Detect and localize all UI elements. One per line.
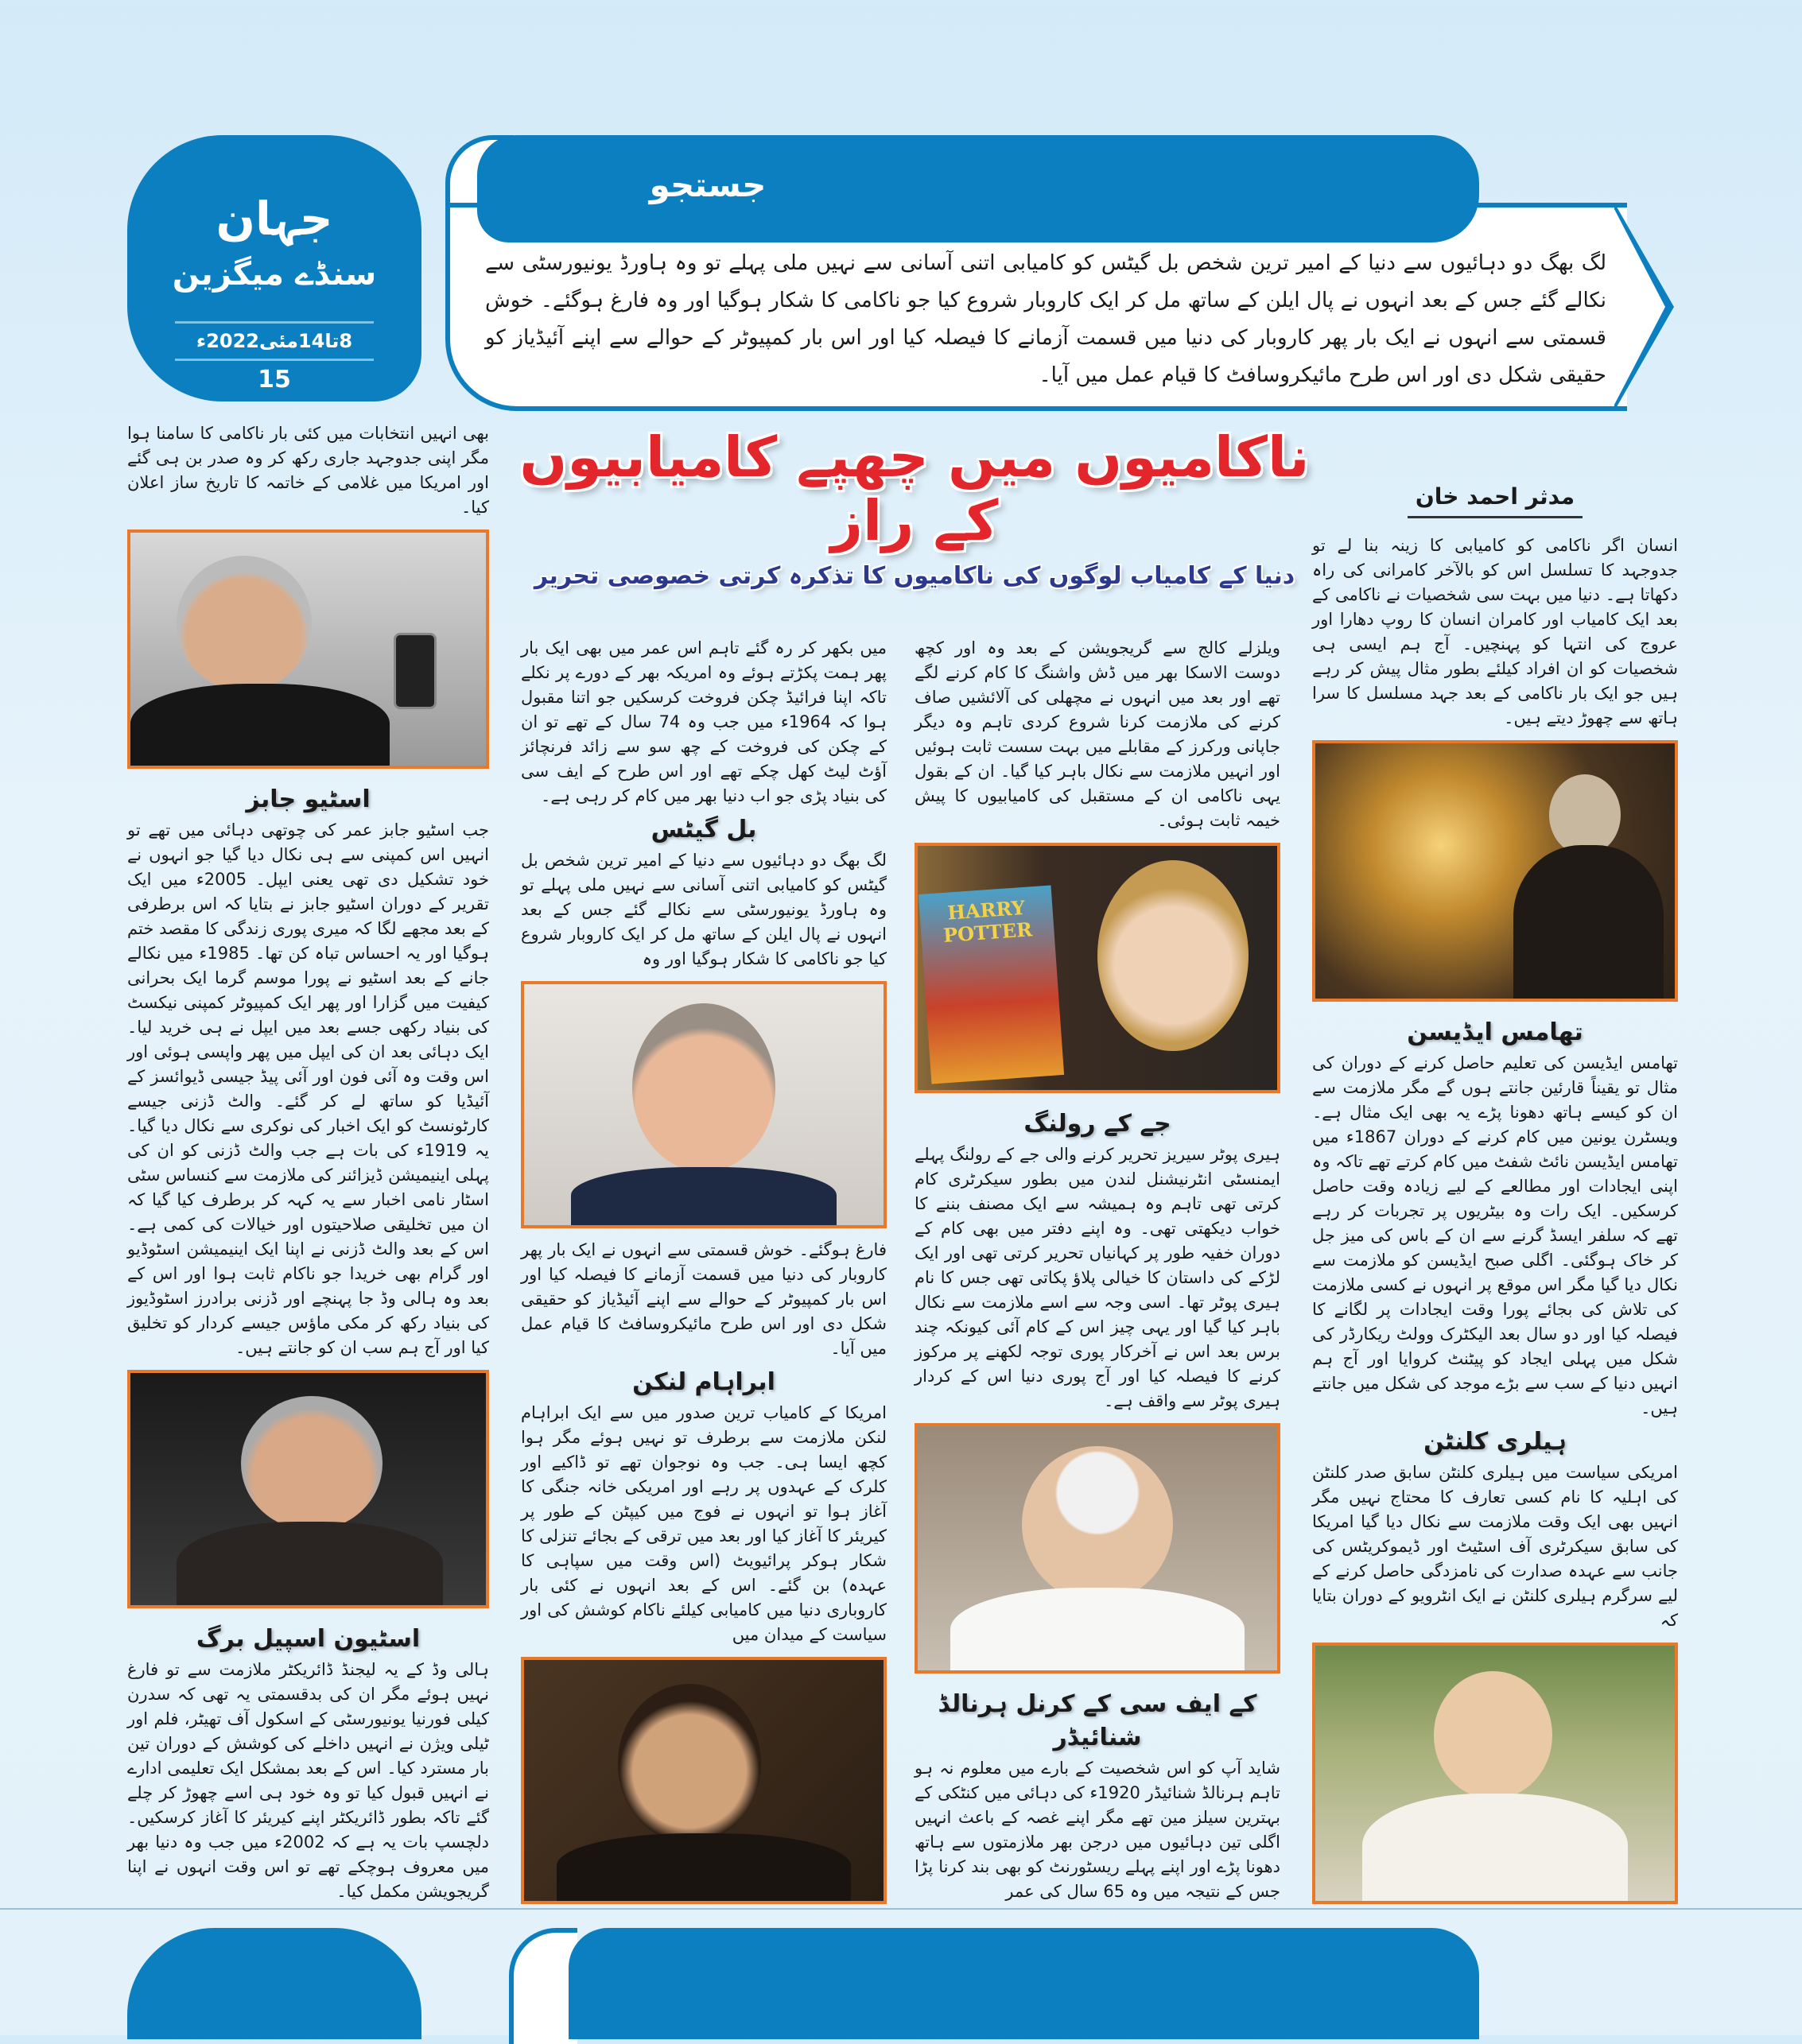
column-2 <box>915 636 1280 1904</box>
column-4 <box>127 421 489 1904</box>
text-gates: لگ بھگ دو دہائیوں سے دنیا کے امیر ترین شخص بل گیٹس کو کامیابی اتنی آسانی سے نہیں ملی پہلے تو وہ ہاورڈ یونیورسٹی سے نکالے گئے جس کے بعد انہوں نے پال ایلن کے ساتھ مل کر ایک کاروبار شروع کیا جو ناکامی کا شکار ہوگیا اور وہ <box>521 851 887 968</box>
heading-jobs: اسٹیو جابز <box>246 785 371 813</box>
column-1 <box>1312 481 1678 1904</box>
heading-kfc: کے ایف سی کے کرنل ہرنالڈ شنائیڈر <box>938 1690 1257 1751</box>
article-title: ناکامیوں میں چھپے کامیابیوں کے راز <box>519 425 1310 553</box>
text-lincoln-continued: بھی انہیں انتخابات میں کئی بار ناکامی کا سامنا ہوا مگر اپنی جدوجہد جاری رکھ کر وہ صدر بن ہی گئے اور امریکا میں غلامی کے خاتمہ کا تاریخ ساز اعلان کیا۔ <box>127 424 489 517</box>
banner-arrow-inner <box>1614 209 1665 405</box>
heading-spielberg: اسٹیون اسپیل برگ <box>196 1625 421 1653</box>
book-cover <box>918 886 1065 1085</box>
author-name: مدثر احمد خان <box>1408 483 1583 518</box>
photo-hillary-clinton <box>1312 1643 1678 1904</box>
photo-abraham-lincoln <box>521 1657 887 1904</box>
footer-rule <box>0 1908 1802 1910</box>
book-title: HARRY POTTER <box>942 896 1033 948</box>
page-number: 15 <box>258 366 291 394</box>
text-rowling-intro: ویلزلے کالج سے گریجویشن کے بعد وہ اور کچھ دوست الاسکا بھر میں ڈش واشنگ کا کام کرنے لگے تھے اور بعد میں انہوں نے مچھلی کی آلائشیں صاف کرنے کی ملازمت کرنا شروع کردی تاہم وہ دیگر جاپانی ورکرز کے مقابلے میں بہت سست ثابت ہوئیں اور انہیں ملازمت سے نکال باہر کیا گیا۔ ان کے بقول یہی ناکامی ان کے مستقبل کی کامیابیوں کا پیش خیمہ ثابت ہوئی۔ <box>915 638 1280 830</box>
photo-bill-gates <box>521 981 887 1228</box>
text-edison: تھامس ایڈیسن کی تعلیم حاصل کرنے کے دوران کی مثال تو یقیناً قارئین جانتے ہوں گے مگر ملازمت سے ان کو کیسے ہاتھ دھونا پڑے یہ بھی ایک مثال ہے۔ ویسٹرن یونین میں کام کرنے کے دوران 1867ء میں تھامس ایڈیسن نائٹ شفٹ میں کام کرتے تھے تاکہ وہ اپنی ایجادات اور مطالعے کے لیے زیادہ وقت حاصل کرسکیں۔ ایک رات وہ بیٹریوں پر تجربات کر رہے تھے کہ سلفر ایسڈ گرنے سے ان کے باس کی میز جل کر خاک ہوگئی۔ اگلی صبح ایڈیسن کو ملازمت سے نکال دیا گیا مگر اس موقع پر انہوں نے کسی ملازمت کی تلاش کی بجائے پورا وقت ایجادات پر لگانے کا فیصلہ کیا اور دو سال بعد الیکٹرک وولٹ ریکارڈر کی شکل میں پہلی ایجاد کو پیٹنٹ کروایا اور آج ہم انہیں دنیا کے سب سے بڑے موجد کی شکل میں جانتے ہیں۔ <box>1312 1053 1678 1418</box>
banner-text: لگ بھگ دو دہائیوں سے دنیا کے امیر ترین شخص بل گیٹس کو کامیابی اتنی آسانی سے نہیں ملی پہلے تو وہ ہاورڈ یونیورسٹی سے نکالے گئے جس کے بعد انہوں نے پال ایلن کے ساتھ مل کر ایک کاروبار شروع کیا جو ناکامی کا شکار ہوگیا اور وہ فارغ ہوگئے۔ خوش قسمتی سے انہوں نے ایک بار پھر کاروبار کی دنیا میں قسمت آزمانے کا فیصلہ کیا اور اس بار کمپیوٹر کے حوالے سے اپنے آئیڈیاز کو حقیقی شکل دی اور اس طرح مائیکروسافٹ کا قیام عمل میں آیا۔ <box>485 251 1606 387</box>
iphone-image <box>394 633 437 709</box>
photo-jk-rowling <box>915 843 1280 1093</box>
photo-colonel-sanders <box>915 1423 1280 1674</box>
text-rowling: ہیری پوٹر سیریز تحریر کرنے والی جے کے رولنگ پہلے ایمنسٹی انٹرنیشنل لندن میں بطور سیکرٹری کام کرتی تھی تاہم وہ ہمیشہ سے ایک مصنف بننے کا خواب دیکھتی تھی۔ وہ اپنے دفتر میں بھی کام کے دوران خفیہ طور پر کہانیاں تحریر کرتی تھی اور ایک لڑکے کی داستان کا خیالی پلاؤ پکاتی تھی جس کا نام ہیری پوٹر تھا۔ اسی وجہ سے اسے ملازمت سے نکال باہر کیا گیا اور یہی چیز اس کے کام آئی کیونکہ چند برس بعد اس نے آخرکار پوری توجہ لکھنے پر مرکوز کرنے کا فیصلہ کیا اور آج پوری دنیا اس کے کردار ہیری پوٹر سے واقف ہے۔ <box>915 1145 1280 1410</box>
heading-edison: تھامس ایڈیسن <box>1407 1018 1583 1046</box>
heading-gates: بل گیٹس <box>651 816 757 844</box>
intro-text: انسان اگر ناکامی کو کامیابی کا زینہ بنا لے تو جدوجہد کا تسلسل اس کو بالآخر کامرانی کی راہ دکھاتا ہے۔ دنیا میں بہت سی شخصیات نے ناکامی کے بعد ایک کامیاب اور کامران انسان کا روپ دھارا اور عروج کی انتہا کو پہنچیں۔ آج ہم ایسی ہی شخصیات کو ان افراد کیلئے بطور مثال پیش کر رہے ہیں جو ایک بار ناکامی کے بعد جہد مسلسل کا سرا ہاتھ سے چھوڑ دیتے ہیں۔ <box>1312 536 1678 727</box>
footer-badge <box>127 1928 421 2039</box>
text-gates-continued: فارغ ہوگئے۔ خوش قسمتی سے انہوں نے ایک بار پھر کاروبار کی دنیا میں قسمت آزمانے کا فیصلہ کیا اور اس بار کمپیوٹر کے حوالے سے اپنے آئیڈیاز کو حقیقی شکل دی اور اس طرح مائیکروسافٹ کا قیام عمل میں آیا۔ <box>521 1240 887 1358</box>
heading-lincoln: ابراہام لنکن <box>632 1368 775 1396</box>
article-subtitle: دنیا کے کامیاب لوگوں کی ناکامیوں کا تذکرہ کرتی خصوصی تحریر <box>534 562 1295 590</box>
footer-decoration <box>509 1928 577 2044</box>
heading-hillary: ہیلری کلنٹن <box>1423 1428 1567 1456</box>
column-3 <box>521 636 887 1904</box>
divider <box>175 359 374 361</box>
photo-thomas-edison <box>1312 740 1678 1002</box>
magazine-logo: جہان <box>216 192 333 246</box>
issue-date: 8تا14مئی2022ء <box>196 330 353 352</box>
author-byline <box>1312 481 1678 513</box>
text-lincoln: امریکا کے کامیاب ترین صدور میں سے ایک ابراہام لنکن ملازمت سے برطرف تو نہیں ہوئے مگر ہوا کچھ ایسا ہی۔ جب وہ نوجوان تھے تو ڈاکیے اور کلرک کے عہدوں پر رہے اور امریکی خانہ جنگی کا آغاز ہوا تو انہوں نے فوج میں کیپٹن کے طور پر کیریئر کا آغاز کیا اور بعد میں ترقی کے بجائے تنزلی کا شکار ہوکر پرائیویٹ (اس وقت میں سپاہی کا عہدہ) بن گئے۔ اس کے بعد انہوں نے کئی بار کاروباری دنیا میں کامیابی کیلئے ناکام کوشش کی اور سیاست کے میدان میں <box>521 1403 887 1644</box>
magazine-logo-subtitle: سنڈے میگزین <box>172 256 377 293</box>
footer-tab <box>569 1928 1479 2039</box>
masthead-badge <box>127 135 421 401</box>
photo-steven-spielberg <box>127 1370 489 1609</box>
divider <box>175 321 374 324</box>
text-hillary: امریکی سیاست میں ہیلری کلنٹن سابق صدر کلنٹن کی اہلیہ کا نام کسی تعارف کا محتاج نہیں مگر انہیں بھی ایک وقت ملازمت سے نکال دیا گیا امریکا کی سابق سیکرٹری آف اسٹیٹ اور ڈیموکریٹس کی جانب سے عہدہ صدارت کی نامزدگی حاصل کرنے کے لیے سرگرم ہیلری کلنٹن نے ایک انٹرویو کے دوران بتایا کہ <box>1312 1463 1678 1630</box>
text-kfc-continued: میں بکھر کر رہ گئے تاہم اس عمر میں بھی ایک بار پھر ہمت پکڑتے ہوئے وہ امریکہ بھر کے دورے پر نکلے تاکہ اپنا فرائیڈ چکن فروخت کرسکیں جو اتنا مقبول ہوا کہ 1964ء میں جب وہ 74 سال کے تھے تو ان کے چکن کی فروخت کے چھ سو سے زائد فرنچائز آؤٹ لیٹ کھل چکے تھے اور اس طرح کے ایف سی کی بنیاد پڑی جو اب دنیا بھر میں کام کر رہی ہے۔ <box>521 638 887 805</box>
text-jobs: جب اسٹیو جابز عمر کی چوتھی دہائی میں تھے تو انہیں اس کمپنی سے ہی نکال دیا گیا جو انہوں نے خود تشکیل دی تھی یعنی ایپل۔ 2005ء میں ایک تقریر کے دوران اسٹیو جابز نے بتایا کہ اس برطرفی کے بعد مجھے لگا کہ میری پوری زندگی کا مقصد ختم ہوگیا اور یہ احساس تباہ کن تھا۔ 1985ء میں نکالے جانے کے بعد اسٹیو نے پورا موسم گرما ایک بحرانی کیفیت میں گزارا اور پھر ایک کمپیوٹر کمپنی نیکسٹ کی بنیاد رکھی جسے بعد میں ایپل نے ہی خرید لیا۔ ایک دہائی بعد ان کی ایپل میں پھر واپسی ہوئی اور اس وقت وہ آئی فون اور آئی پیڈ جیسی ڈیوائسز کے آئیڈیا کو ساتھ لے کر گئے۔ والٹ ڈزنی جیسے کارٹونسٹ کو ایک اخبار کی نوکری سے نکال دیا گیا۔ یہ 1919ء کی بات ہے جب والٹ ڈزنی کو ان کی پہلی اینیمیشن ڈیزائنر کی ملازمت سے کنساس سٹی اسٹار نامی اخبار سے یہ کہہ کر برطرف کیا گیا کہ ان میں تخلیقی صلاحیتوں اور خیالات کی کمی ہے۔ اس کے بعد والٹ ڈزنی نے اپنا ایک اینیمیشن اسٹوڈیو اور گرام بھی خریدا جو ناکام ثابت ہوا اور اس کے بعد وہ ہالی وڈ جا پہنچے اور ڈزنی برادرز اسٹوڈیوز کی بنیاد رکھ کر مکی ماؤس جیسے کردار کو تخلیق کیا اور آج ہم سب ان کو جانتے ہیں۔ <box>127 820 489 1357</box>
photo-steve-jobs <box>127 529 489 769</box>
section-title: جستجو <box>649 165 767 204</box>
text-kfc: شاید آپ کو اس شخصیت کے بارے میں معلوم نہ ہو تاہم ہرنالڈ شنائیڈر 1920ء کی دہائی میں کنٹکی کے بہترین سیلز مین تھے مگر اپنے غصہ کے باعث انہیں اگلی تین دہائیوں میں درجن بھر ملازمتوں سے ہاتھ دھونا پڑے اور اپنے پہلے ریسٹورنٹ کو بھی بند کرنا پڑا جس کے نتیجہ میں وہ 65 سال کی عمر <box>915 1759 1280 1901</box>
text-spielberg: ہالی وڈ کے یہ لیجنڈ ڈائریکٹر ملازمت سے تو فارغ نہیں ہوئے مگر ان کی بدقسمتی یہ تھی کہ سدرن کیلی فورنیا یونیورسٹی کے اسکول آف تھیٹر، فلم اور ٹیلی ویژن نے انہیں داخلے کی کوشش کے دوران تین بار مسترد کیا۔ اس کے بعد بمشکل ایک تعلیمی ادارے نے انہیں قبول کیا تو وہ خود ہی اسے چھوڑ کر چلے گئے تاکہ بطور ڈائریکٹر اپنے کیریئر کا آغاز کرسکیں۔ دلچسپ بات یہ ہے کہ 2002ء میں جب وہ دنیا بھر میں معروف ہوچکے تھے تو اس وقت انہوں نے اپنا گریجویشن مکمل کیا۔ <box>127 1660 489 1901</box>
heading-rowling: جے کے رولنگ <box>1023 1110 1171 1138</box>
